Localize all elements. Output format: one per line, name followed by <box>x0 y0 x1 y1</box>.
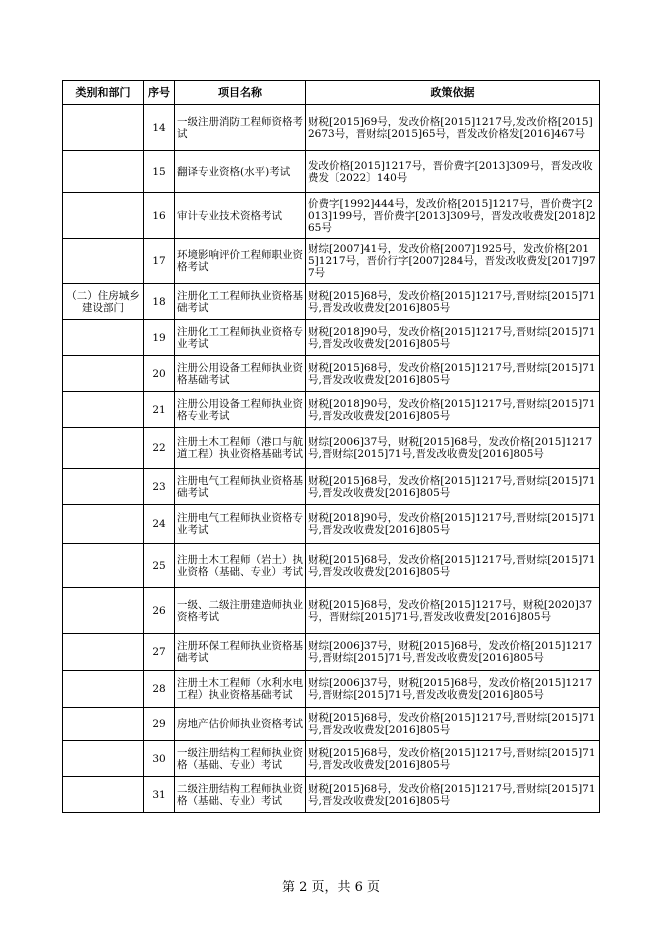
cell-basis <box>306 671 600 708</box>
cell-name-text: 一级、二级注册建造师执业资格考试 <box>177 598 303 623</box>
cell-category <box>63 708 144 741</box>
cell-name-text: 翻译专业资格(水平)考试 <box>177 165 291 178</box>
cell-name-text: 注册环保工程师执业资格基础考试 <box>177 640 303 664</box>
cell-name-text: 注册化工工程师执业资格专业考试 <box>177 325 303 350</box>
cell-name-text: 环境影响评价工程师职业资格考试 <box>177 249 303 273</box>
cell-basis <box>306 708 600 741</box>
cell-name <box>175 284 306 320</box>
cell-no <box>144 392 175 428</box>
cell-basis <box>306 544 600 588</box>
cell-basis-text: 财综[2007]41号，发改价格[2007]1925号，发改价格[2015]1217号，晋价行字[2007]284号，晋发改收费发[2017]977号 <box>308 243 596 279</box>
cell-basis <box>306 428 600 469</box>
cell-no-text: 26 <box>152 604 166 617</box>
cell-no <box>144 356 175 392</box>
cell-category <box>63 741 144 777</box>
cell-basis <box>306 320 600 356</box>
cell-no-text: 21 <box>152 403 166 416</box>
cell-name <box>175 588 306 634</box>
cell-basis-text: 财税[2015]68号，发改价格[2015]1217号，财税[2020]37号，晋财综[2015]71号,晋发改收费发[2016]805号 <box>308 598 593 623</box>
cell-name-text: 一级注册结构工程师执业资格（基础、专业）考试 <box>177 746 303 771</box>
table-row <box>63 105 600 151</box>
cell-basis <box>306 356 600 392</box>
cell-category <box>63 588 144 634</box>
cell-name-text: 房地产估价师执业资格考试 <box>177 718 303 730</box>
cell-name-text: 注册公用设备工程师执业资格基础考试 <box>177 361 303 386</box>
cell-name-text: 注册公用设备工程师执业资格专业考试 <box>177 397 303 422</box>
cell-no-text: 28 <box>152 683 166 695</box>
cell-category-text: （二）住房城乡建设部门 <box>66 289 140 314</box>
cell-category <box>63 544 144 588</box>
cell-name-text: 审计专业技术资格考试 <box>177 209 282 222</box>
cell-name-text: 注册电气工程师执业资格基础考试 <box>177 474 303 499</box>
table-body <box>63 105 600 813</box>
header-no: 序号 <box>144 81 175 105</box>
cell-no-text: 15 <box>152 165 166 178</box>
policy-table <box>62 80 600 813</box>
cell-name <box>175 708 306 741</box>
table-row <box>63 671 600 708</box>
cell-name <box>175 777 306 813</box>
cell-name <box>175 469 306 505</box>
cell-no-text: 31 <box>152 788 166 801</box>
cell-name <box>175 320 306 356</box>
cell-name-text: 注册土木工程师（水利水电工程）执业资格基础考试 <box>177 677 303 701</box>
cell-basis-text: 财税[2015]68号，发改价格[2015]1217号,晋财综[2015]71号,晋发改收费发[2016]805号 <box>308 712 596 736</box>
cell-basis-text: 财税[2015]68号，发改价格[2015]1217号,晋财综[2015]71号,晋发改收费发[2016]805号 <box>308 474 596 499</box>
cell-category <box>63 469 144 505</box>
cell-basis-text: 财税[2015]68号，发改价格[2015]1217号,晋财综[2015]71号,晋发改收费发[2016]805号 <box>308 746 596 771</box>
cell-no <box>144 151 175 193</box>
table-row <box>63 392 600 428</box>
cell-no-text: 29 <box>152 718 166 730</box>
cell-basis-text: 价费字[1992]444号，发改价格[2015]1217号，晋价费字[2013]199号，晋价费字[2013]309号，晋发改收费发[2018]265号 <box>308 197 596 234</box>
table-row <box>63 284 600 320</box>
cell-basis-text: 财税[2015]68号，发改价格[2015]1217号,晋财综[2015]71号,晋发改收费发[2016]805号 <box>308 782 596 807</box>
table-row <box>63 588 600 634</box>
cell-no-text: 17 <box>152 255 166 267</box>
cell-no <box>144 741 175 777</box>
cell-name <box>175 105 306 151</box>
table-row <box>63 469 600 505</box>
cell-basis-text: 财税[2015]68号，发改价格[2015]1217号,晋财综[2015]71号,晋发改收费发[2016]805号 <box>308 553 596 578</box>
cell-category <box>63 193 144 239</box>
cell-no <box>144 671 175 708</box>
cell-no <box>144 544 175 588</box>
cell-category <box>63 284 144 320</box>
cell-name-text: 一级注册消防工程师资格考试 <box>177 115 303 140</box>
cell-basis <box>306 469 600 505</box>
cell-basis-text: 财综[2006]37号，财税[2015]68号，发改价格[2015]1217号,晋财综[2015]71号,晋发改收费发[2016]805号 <box>308 436 593 460</box>
cell-no <box>144 284 175 320</box>
cell-basis-text: 财税[2018]90号，发改价格[2015]1217号,晋财综[2015]71号,晋发改收费发[2016]805号 <box>308 325 596 350</box>
cell-basis-text: 财税[2015]68号，发改价格[2015]1217号,晋财综[2015]71号,晋发改收费发[2016]805号 <box>308 289 596 314</box>
cell-name <box>175 392 306 428</box>
cell-no-text: 18 <box>152 295 166 308</box>
cell-basis <box>306 151 600 193</box>
cell-basis <box>306 777 600 813</box>
cell-no <box>144 469 175 505</box>
cell-name <box>175 671 306 708</box>
cell-no-text: 14 <box>152 121 166 134</box>
header-basis: 政策依据 <box>306 81 600 105</box>
cell-basis <box>306 392 600 428</box>
table-row <box>63 356 600 392</box>
cell-name <box>175 505 306 544</box>
cell-name <box>175 151 306 193</box>
cell-name-text: 注册化工工程师执业资格基础考试 <box>177 289 303 314</box>
header-name: 项目名称 <box>175 81 306 105</box>
cell-name-text: 注册电气工程师执业资格专业考试 <box>177 512 303 536</box>
cell-basis <box>306 634 600 671</box>
table-row <box>63 239 600 284</box>
cell-no <box>144 239 175 284</box>
cell-name <box>175 544 306 588</box>
cell-no-text: 30 <box>152 752 166 765</box>
cell-basis-text: 财税[2018]90号，发改价格[2015]1217号,晋财综[2015]71号,晋发改收费发[2016]805号 <box>308 397 596 422</box>
cell-category <box>63 356 144 392</box>
cell-basis <box>306 588 600 634</box>
cell-no-text: 22 <box>152 442 166 454</box>
table-row <box>63 708 600 741</box>
cell-category <box>63 634 144 671</box>
cell-basis <box>306 193 600 239</box>
cell-no <box>144 505 175 544</box>
cell-basis <box>306 741 600 777</box>
table-header-row <box>63 81 600 105</box>
cell-name <box>175 634 306 671</box>
table-row <box>63 505 600 544</box>
cell-no-text: 23 <box>152 480 166 493</box>
header-category: 类别和部门 <box>63 81 144 105</box>
table-row <box>63 151 600 193</box>
cell-basis <box>306 505 600 544</box>
cell-basis-text: 财综[2006]37号，财税[2015]68号，发改价格[2015]1217号,晋财综[2015]71号,晋发改收费发[2016]805号 <box>308 677 593 701</box>
cell-basis <box>306 105 600 151</box>
cell-basis <box>306 239 600 284</box>
cell-name-text: 注册土木工程师（岩土）执业资格（基础、专业）考试 <box>177 553 303 578</box>
cell-no <box>144 105 175 151</box>
cell-basis-text: 发改价格[2015]1217号，晋价费字[2013]309号，晋发改收费发〔2022〕140号 <box>308 159 593 184</box>
cell-basis-text: 财税[2015]69号，发改价格[2015]1217号,发改价格[2015]2673号，晋财综[2015]65号，晋发改价格发[2016]467号 <box>308 115 593 140</box>
table-row <box>63 320 600 356</box>
cell-basis-text: 财税[2018]90号，发改价格[2015]1217号,晋财综[2015]71号,晋发改收费发[2016]805号 <box>308 512 596 536</box>
cell-no-text: 20 <box>152 367 166 380</box>
cell-no <box>144 634 175 671</box>
cell-category <box>63 428 144 469</box>
cell-name <box>175 428 306 469</box>
page-footer: 第 2 页，共 6 页 <box>281 880 381 895</box>
cell-category <box>63 239 144 284</box>
cell-name <box>175 239 306 284</box>
cell-name <box>175 193 306 239</box>
cell-category <box>63 505 144 544</box>
cell-category <box>63 320 144 356</box>
cell-category <box>63 151 144 193</box>
cell-category <box>63 105 144 151</box>
cell-no <box>144 588 175 634</box>
cell-basis <box>306 284 600 320</box>
cell-category <box>63 671 144 708</box>
cell-basis-text: 财税[2015]68号，发改价格[2015]1217号,晋财综[2015]71号,晋发改收费发[2016]805号 <box>308 361 596 386</box>
cell-no-text: 16 <box>152 209 166 222</box>
cell-name <box>175 356 306 392</box>
cell-no-text: 19 <box>152 331 166 344</box>
cell-no <box>144 777 175 813</box>
cell-name-text: 二级注册结构工程师执业资格（基础、专业）考试 <box>177 782 303 807</box>
cell-no-text: 25 <box>152 559 166 572</box>
cell-no-text: 24 <box>152 518 166 530</box>
cell-no <box>144 320 175 356</box>
cell-no <box>144 428 175 469</box>
cell-category <box>63 392 144 428</box>
table-row <box>63 193 600 239</box>
table-row <box>63 634 600 671</box>
cell-no <box>144 708 175 741</box>
table-row <box>63 544 600 588</box>
table-row <box>63 777 600 813</box>
cell-basis-text: 财综[2006]37号，财税[2015]68号，发改价格[2015]1217号,晋财综[2015]71号,晋发改收费发[2016]805号 <box>308 640 593 664</box>
cell-no-text: 27 <box>152 646 166 658</box>
cell-name-text: 注册土木工程师（港口与航道工程）执业资格基础考试 <box>177 436 303 460</box>
table-row <box>63 741 600 777</box>
cell-category <box>63 777 144 813</box>
table-row <box>63 428 600 469</box>
cell-no <box>144 193 175 239</box>
cell-name <box>175 741 306 777</box>
